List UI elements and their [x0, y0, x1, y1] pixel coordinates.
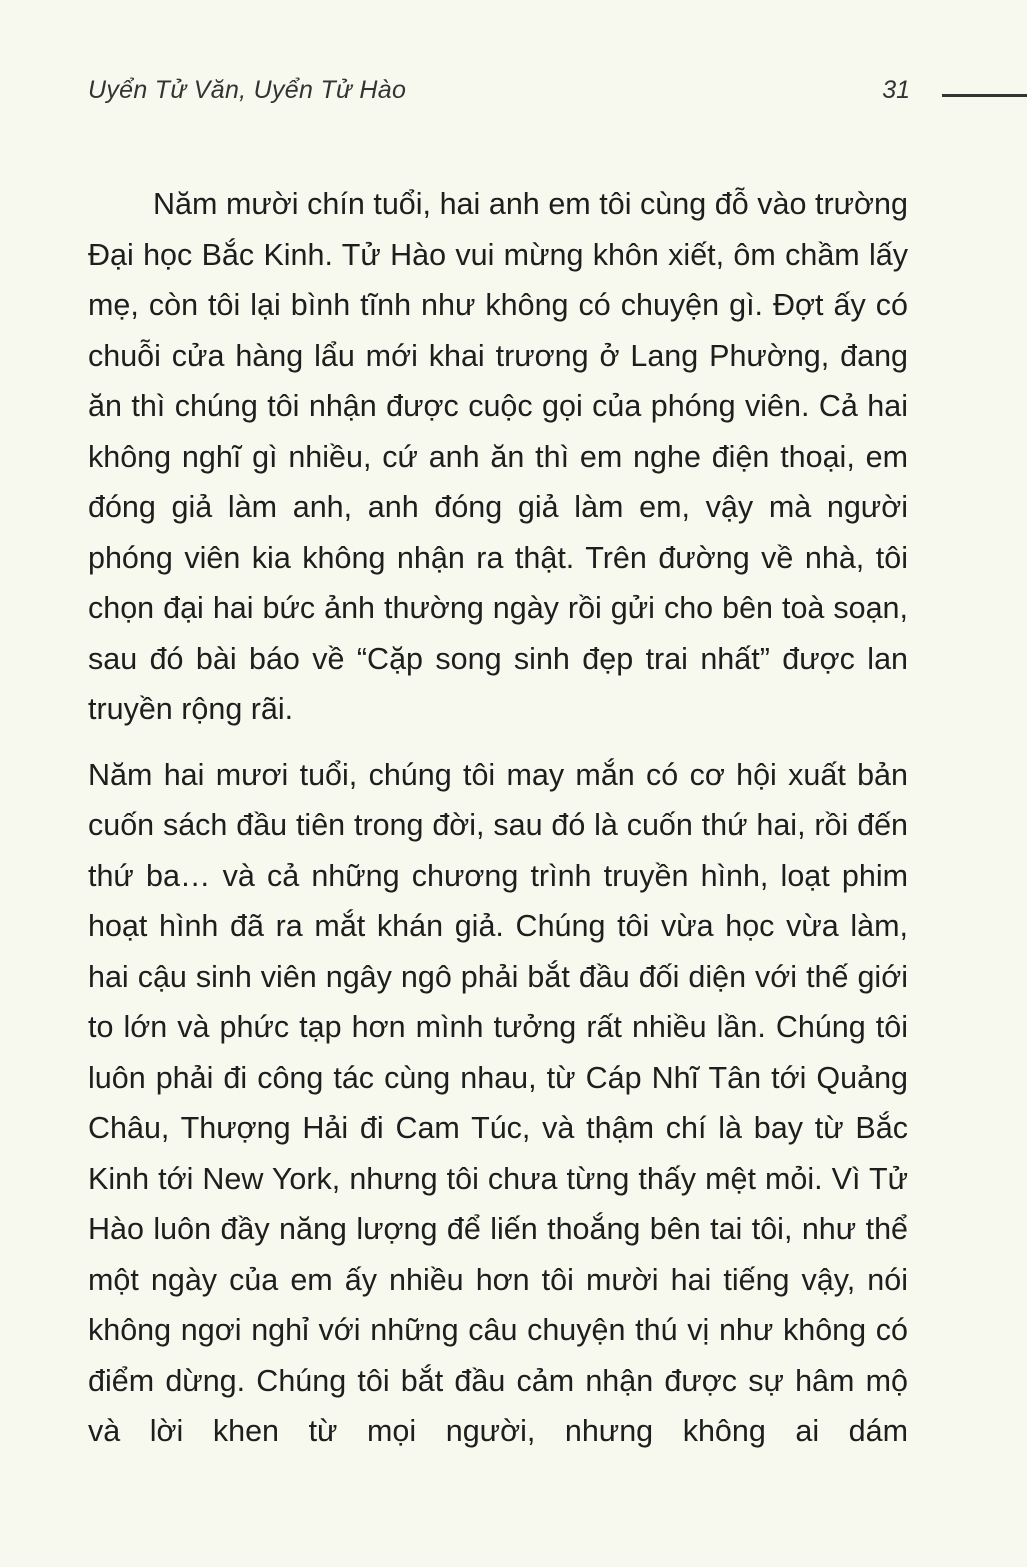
page-number: 31: [882, 76, 910, 104]
header-rule: [942, 94, 1027, 97]
body-text: [88, 179, 908, 1457]
paragraph-2: Năm hai mươi tuổi, chúng tôi may mắn có cơ hội xuất bản cuốn sách đầu tiên trong đời, sau đó là cuốn thứ hai, rồi đến thứ ba… và cả những chương trình truyền hình, loạt phim hoạt hình đã ra mắt khán giả. Chúng tôi vừa học vừa làm, hai cậu sinh viên ngây ngô phải bắt đầu đối diện với thế giới to lớn và phức tạp hơn mình tưởng rất nhiều lần. Chúng tôi luôn phải đi công tác cùng nhau, từ Cáp Nhĩ Tân tới Quảng Châu, Thượng Hải đi Cam Túc, và thậm chí là bay từ Bắc Kinh tới New York, nhưng tôi chưa từng thấy mệt mỏi. Vì Tử Hào luôn đầy năng lượng để liến thoắng bên tai tôi, như thể một ngày của em ấy nhiều hơn tôi mười hai tiếng vậy, nói không ngơi nghỉ với những câu chuyện thú vị như không có điểm dừng. Chúng tôi bắt đầu cảm nhận được sự hâm mộ và lời khen từ mọi người, nhưng không ai dám: [88, 757, 908, 1448]
running-header: [0, 70, 1027, 120]
header-authors: Uyển Tử Văn, Uyển Tử Hào: [88, 76, 407, 104]
paragraph-1: Năm mười chín tuổi, hai anh em tôi cùng đỗ vào trường Đại học Bắc Kinh. Tử Hào vui mừng khôn xiết, ôm chầm lấy mẹ, còn tôi lại bình tĩnh như không có chuyện gì. Đợt ấy có chuỗi cửa hàng lẩu mới khai trương ở Lang Phường, đang ăn thì chúng tôi nhận được cuộc gọi của phóng viên. Cả hai không nghĩ gì nhiều, cứ anh ăn thì em nghe điện thoại, em đóng giả làm anh, anh đóng giả làm em, vậy mà người phóng viên kia không nhận ra thật. Trên đường về nhà, tôi chọn đại hai bức ảnh thường ngày rồi gửi cho bên toà soạn, sau đó bài báo về “Cặp song sinh đẹp trai nhất” được lan truyền rộng rãi.: [88, 187, 908, 726]
